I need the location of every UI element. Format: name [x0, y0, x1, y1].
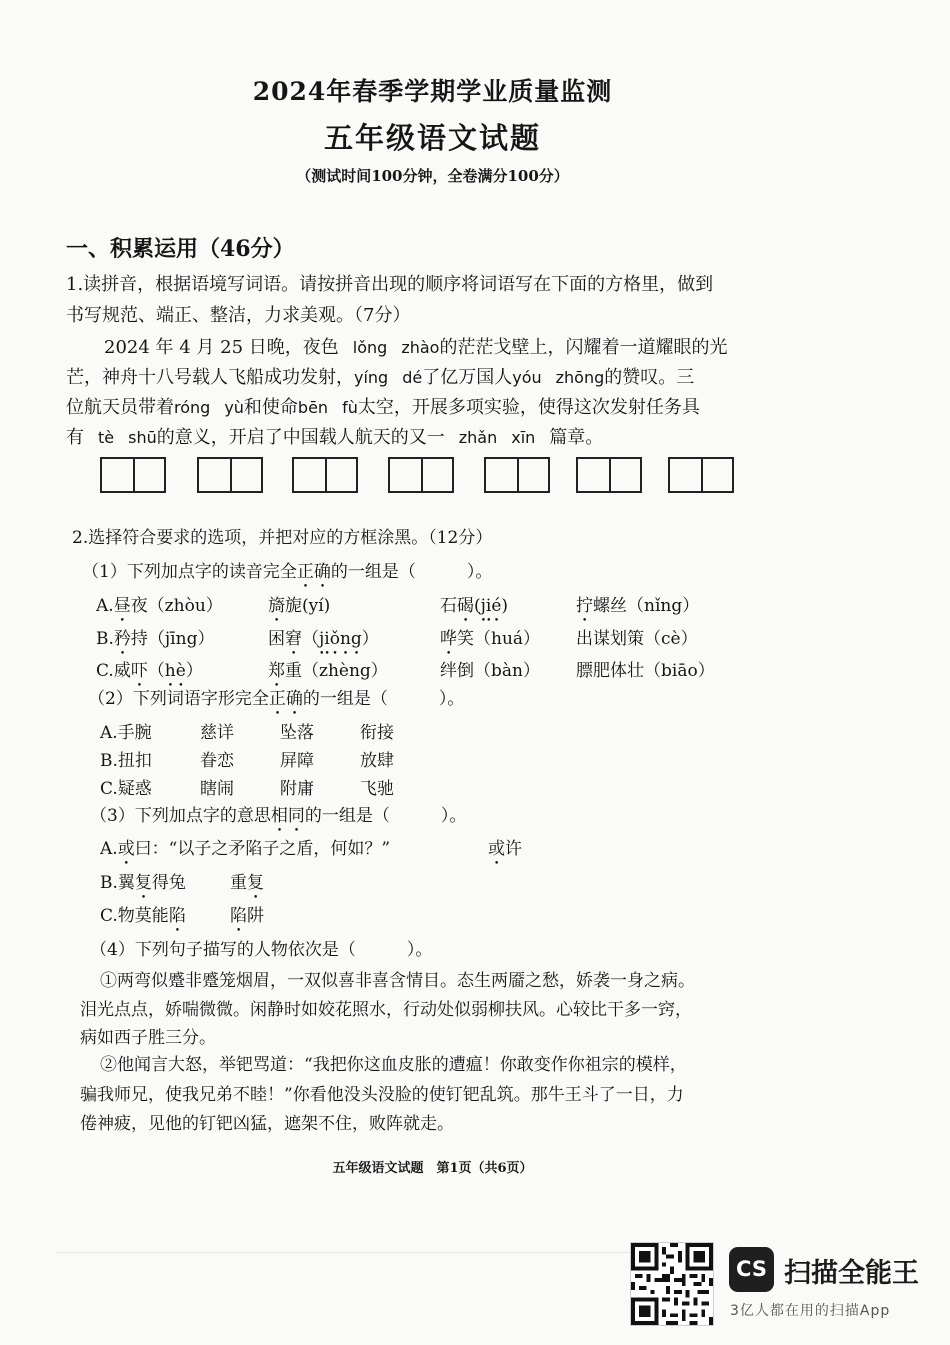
answer-grid-7[interactable] [668, 457, 734, 493]
q2-sub4-stem: （4）下列句子描写的人物依次是（ ）。 [90, 940, 433, 960]
q2-sub1-option-a-4: 拧螺丝（nǐng） [576, 596, 700, 616]
q2-sub1-stem: （1）下列加点字的读音完全正确的一组是（ ）。 [82, 562, 493, 582]
q1-stem-line1: 1.读拼音，根据语境写词语。请按拼音出现的顺序将词语写在下面的方格里，做到 [66, 274, 714, 295]
page-footer: 五年级语文试题 第1页（共6页） [332, 1161, 533, 1176]
q2-sub1-option-c-2: 郑重（zhèng） [268, 661, 388, 681]
answer-grid-5[interactable] [484, 457, 550, 493]
q2-sub1-option-b-3: 哗笑（huá） [440, 629, 541, 649]
q2-sub1-option-a-2: 旖旎(yí) [268, 596, 331, 616]
qr-code-icon [630, 1242, 714, 1326]
q2-sub2-c-4: 飞驰 [360, 779, 394, 799]
q2-sub1-option-c: C.威吓（hè） [96, 661, 203, 681]
answer-grid-1[interactable] [100, 457, 166, 493]
answer-grid-6[interactable] [576, 457, 642, 493]
q2-sub1-option-c-3: 绊倒（bàn） [440, 661, 540, 681]
q2-sub3-option-c: C.物莫能陷 [100, 906, 186, 926]
camscanner-logo-icon: CS [729, 1247, 774, 1292]
q2-sub4-passage1-line3: 病如西子胜三分。 [80, 1028, 216, 1048]
q2-sub4-passage2-line3: 倦神疲，见他的钉钯凶猛，遮架不住，败阵就走。 [80, 1114, 454, 1134]
exam-subtitle: 五年级语文试题 [323, 121, 541, 155]
answer-grid-3[interactable] [292, 457, 358, 493]
q2-sub2-a-4: 衔接 [360, 723, 394, 743]
q2-sub2-c-1: C.疑惑 [100, 779, 152, 799]
q2-sub2-b-4: 放肆 [360, 751, 394, 771]
q2-sub3-option-c-2: 陷阱 [230, 906, 264, 926]
q2-sub3-option-a-2: 或许 [488, 839, 522, 859]
q2-sub2-stem: （2）下列词语字形完全正确的一组是（ ）。 [88, 689, 465, 709]
q2-sub1-option-b-4: 出谋划策（cè） [576, 629, 698, 649]
exam-title: 2024年春季学期学业质量监测 [252, 77, 613, 106]
q2-sub2-b-3: 屏障 [280, 751, 314, 771]
q2-sub3-stem: （3）下列加点字的意思相同的一组是（ ）。 [90, 806, 467, 826]
q2-sub1-option-a: A.昼夜（zhòu） [96, 596, 223, 616]
exam-note: （测试时间100分钟，全卷满分100分） [296, 167, 569, 185]
answer-grid-2[interactable] [197, 457, 263, 493]
q1-passage-line2: 芒，神舟十八号载人飞船成功发射，yíng dé了亿万国人yóu zhōng的赞叹。三 [66, 367, 695, 388]
q2-sub4-passage2-line1: ②他闻言大怒，举钯骂道：“我把你这血皮胀的遭瘟！你敢变作你祖宗的模样， [100, 1055, 687, 1075]
q2-sub2-a-1: A.手腕 [100, 723, 152, 743]
q2-sub1-option-b: B.矜持（jīng） [96, 629, 215, 649]
scanner-brand: 扫描全能王 [784, 1258, 919, 1289]
q2-sub1-option-a-3: 石碣(jié) [440, 596, 509, 616]
q2-sub4-passage1-line2: 泪光点点，娇喘微微。闲静时如姣花照水，行动处似弱柳扶风。心较比干多一窍， [80, 1000, 692, 1020]
q2-sub2-c-2: 瞎闹 [200, 779, 234, 799]
q2-stem: 2.选择符合要求的选项，并把对应的方框涂黑。（12分） [72, 528, 493, 548]
q1-passage-line3: 位航天员带着róng yù和使命bēn fù太空，开展多项实验，使得这次发射任务具 [66, 397, 700, 418]
q2-sub2-c-3: 附庸 [280, 779, 314, 799]
divider [55, 1252, 695, 1253]
q2-sub3-option-a: A.或曰：“以子之矛陷子之盾，何如？” [100, 839, 391, 859]
q2-sub3-option-b-2: 重复 [230, 873, 264, 893]
q1-passage-line1: 2024 年 4 月 25 日晚，夜色 lǒng zhào的茫茫戈壁上，闪耀着一道耀眼的光 [104, 337, 728, 358]
q1-stem-line2: 书写规范、端正、整洁，力求美观。（7分） [66, 305, 411, 326]
q2-sub2-b-1: B.扭扣 [100, 751, 152, 771]
q1-passage-line4: 有 tè shū的意义，开启了中国载人航天的又一 zhǎn xīn 篇章。 [66, 427, 604, 448]
q2-sub1-option-c-4: 膘肥体壮（biāo） [576, 661, 715, 681]
q2-sub3-option-b: B.翼复得兔 [100, 873, 186, 893]
q2-sub2-a-2: 慈详 [200, 723, 234, 743]
answer-grid-4[interactable] [388, 457, 454, 493]
q2-sub2-b-2: 眷恋 [200, 751, 234, 771]
section-heading: 一、积累运用（46分） [66, 236, 295, 262]
scanner-tagline: 3亿人都在用的扫描App [730, 1303, 891, 1319]
q2-sub4-passage2-line2: 骗我师兄，使我兄弟不睦！”你看他没头没脸的使钉钯乱筑。那牛王斗了一日，力 [80, 1085, 684, 1105]
q2-sub2-a-3: 坠落 [280, 723, 314, 743]
q2-sub1-option-b-2: 困窘（jiǒng） [268, 629, 379, 649]
q2-sub4-passage1-line1: ①两弯似蹙非蹙笼烟眉，一双似喜非喜含情目。态生两靥之愁，娇袭一身之病。 [100, 971, 695, 991]
